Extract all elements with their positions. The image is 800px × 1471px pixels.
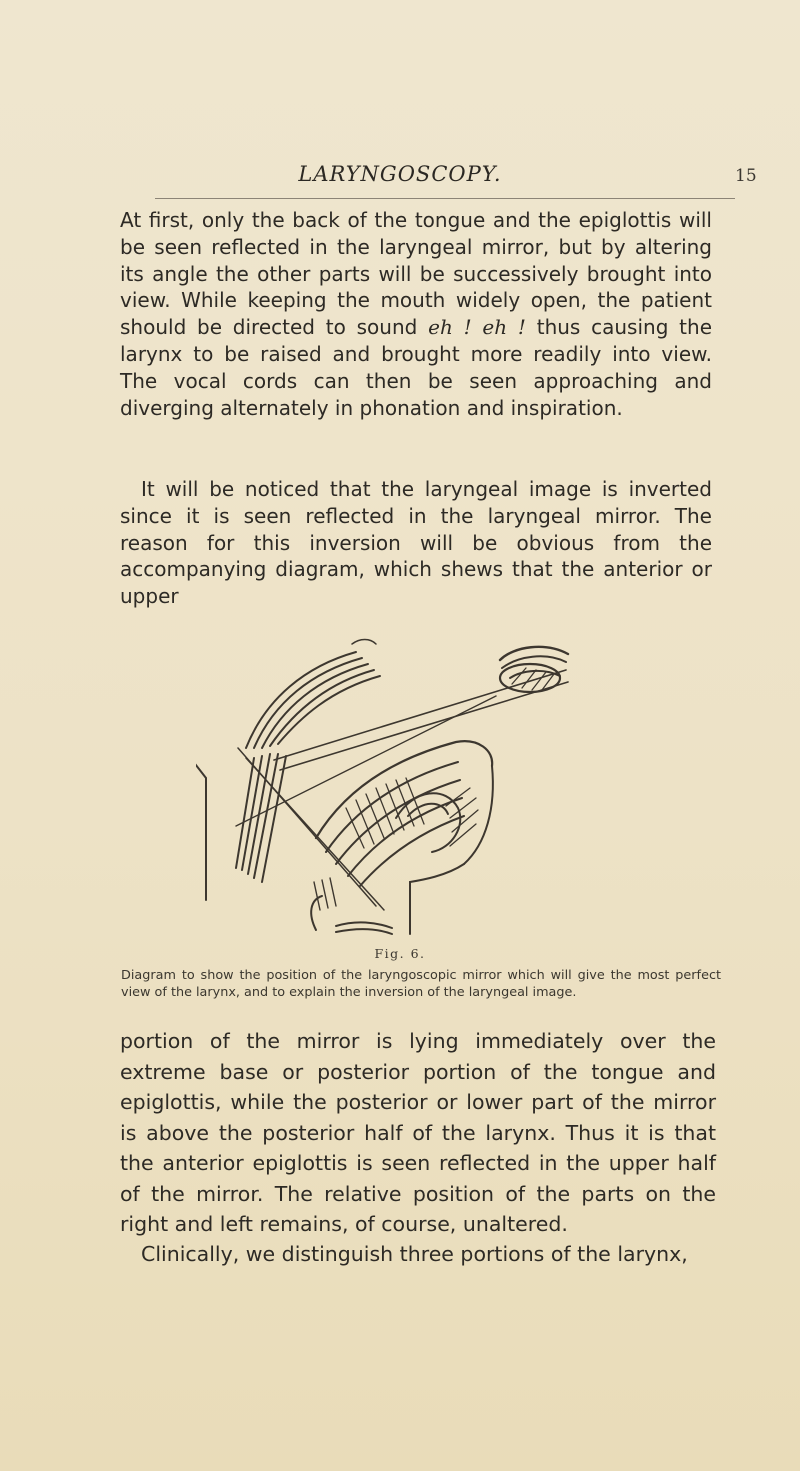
paragraph-second-1: portion of the mirror is lying immediately over the extreme base or posterior portion of the tongue and epiglottis, while the posterior or lower part of the mirror is above the posterior half of the larynx. Thus it is that the anterior epiglottis is seen reflected in the upper half of the mirror. The relative position of the parts on the right and left remains, of course, unaltered. (120, 1029, 716, 1236)
page-number: 15 (735, 166, 757, 186)
paragraph-first-2: It will be noticed that the laryngeal image is inverted since it is seen reflected in the laryngeal mirror. The reason for this inversion will be obvious from the accompanying diagram, which shews that the anterior or upper (120, 477, 712, 609)
sound-emphasis: eh ! eh ! (428, 315, 526, 340)
figure-label: Fig. 6. (374, 946, 426, 961)
paragraph-first-1-text: At first, only the back of the tongue and the epiglottis will be seen reflected in the laryngeal mirror, but by altering its angle the other parts will be successively brought into view. While keeping the mouth widely open, the patient should be directed to sound (120, 208, 712, 340)
diagram-outer-contour (196, 760, 206, 900)
running-head: LARYNGOSCOPY. (298, 162, 502, 186)
paragraph-first-1-rest: thus causing the larynx to be raised and brought more readily into view. The vocal cords can then be seen approaching and diverging alternately in phonation and inspiration. (120, 315, 712, 420)
paragraph-second-2: Clinically, we distinguish three portions of the larynx, (141, 1242, 688, 1266)
header-rule (155, 198, 735, 199)
paragraph-first-1 (120, 207, 712, 421)
diagram-drawing (196, 638, 586, 938)
figure-caption: Diagram to show the position of the laryngoscopic mirror which will give the most perfect view of the larynx, and to explain the inversion of the laryngeal image. (121, 968, 721, 1000)
laryngoscopic-mirror-diagram (196, 638, 586, 938)
